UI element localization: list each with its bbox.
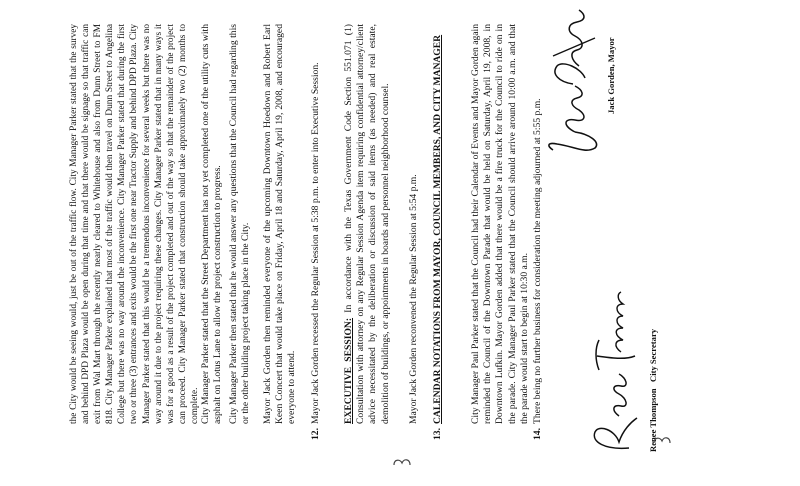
traffic-paragraph: the City would be seeing would, just be out of the traffic flow. City Manager Parker stated that the survey and behind DPD Plaza would be open during that time and that there would be signage so that traffic can exit from Wal Mart through the recently nearly cleared to Whitehouse and also from Dunn Street to FM 818. City Manager Parker explained that most of the traffic would then travel on Dunn Street to Angelina College but there was no way around the inconvenience. City Manager Parker stated that during the first two or three (3) entrances and exits would be the first one near Tractor Supply and behind DPD Plaza. City Manager Parker stated that this would be a tremendous inconvenience for several weeks but there was no way around it due to the project requiring these changes. City Manager Parker stated that in many ways it was for a good as a result of the project completed and out of the way so that the remainder of the project can proceed. City Manager Parker stated that construction should take approximately two (2) months to complete. bbox=[69, 24, 200, 424]
item-14 bbox=[532, 24, 544, 440]
item-12-number: 12. bbox=[310, 428, 321, 440]
questions-paragraph: City Manager Parker then stated that he would answer any questions that the Council had regarding this or the other building project taking place in the City. bbox=[228, 24, 252, 424]
item-13-number: 13. bbox=[432, 428, 443, 440]
scan-mark-right bbox=[650, 432, 674, 446]
item-12 bbox=[310, 24, 322, 440]
item-14-number: 14. bbox=[532, 428, 543, 440]
scan-mark-left bbox=[390, 454, 414, 468]
mayor-name: Jack Gorden, Mayor bbox=[606, 37, 616, 114]
item-13-header: CALENDAR NOTATIONS FROM MAYOR, COUNCIL MEMBERS, AND CITY MANAGER bbox=[432, 34, 443, 424]
reconvene-paragraph: Mayor Jack Gorden reconvened the Regular Session at 5:54 p.m. bbox=[408, 174, 419, 424]
street-department-paragraph: City Manager Parker stated that the Street Department has not yet completed one of the utility cuts with asphalt on Lotus Lane to allow the project construction to progress. bbox=[200, 24, 224, 424]
secretary-title: City Secretary bbox=[648, 328, 658, 382]
secretary-signature bbox=[585, 286, 645, 456]
item-12-text: Mayor Jack Gorden recessed the Regular Session at 5:38 p.m. to enter into Executive Session. bbox=[310, 62, 321, 424]
secretary-name: Renee Thompson bbox=[648, 388, 658, 452]
executive-session-text: In accordance with the Texas Government Code Section 551.071 (1) Consultation with attorney on any Regular Session Agenda item requiring confidential attorney/client advice necessitated by the deliberation or discussion of said items (as needed) and real estate, demolition of buildings, or appointments in boards and personnel neighborhood counsel. bbox=[343, 24, 391, 424]
mayor-signature bbox=[545, 6, 605, 156]
executive-session-paragraph bbox=[343, 24, 392, 424]
item-13 bbox=[432, 24, 444, 440]
calendar-notations-paragraph: City Manager Paul Parker stated that the Council had their Calendar of Events and Mayor Gorden again reminded the Council of the Downtown Parade that would be held on Saturday, April 19, 2008, in Downtown Lufkin. Mayor Gorden added that there would be a fire truck for the Council to ride on in the parade. City Manager Paul Parker stated that the Council should arrive around 10:00 a.m. and that the parade would start to begin at 10:30 a.m. bbox=[470, 24, 530, 424]
downtown-hoedown-paragraph: Mayor Jack Gorden then reminded everyone of the upcoming Downtown Hoedown and Robert Earl Keen Concert that would take place on Friday, April 18 and Saturday, April 19, 2008, and encouraged everyone to attend. bbox=[262, 24, 298, 424]
executive-session-header: EXECUTIVE SESSION: bbox=[343, 317, 354, 424]
item-14-text: There being no further business for consideration the meeting adjourned at 5:55 p.m. bbox=[532, 98, 543, 424]
